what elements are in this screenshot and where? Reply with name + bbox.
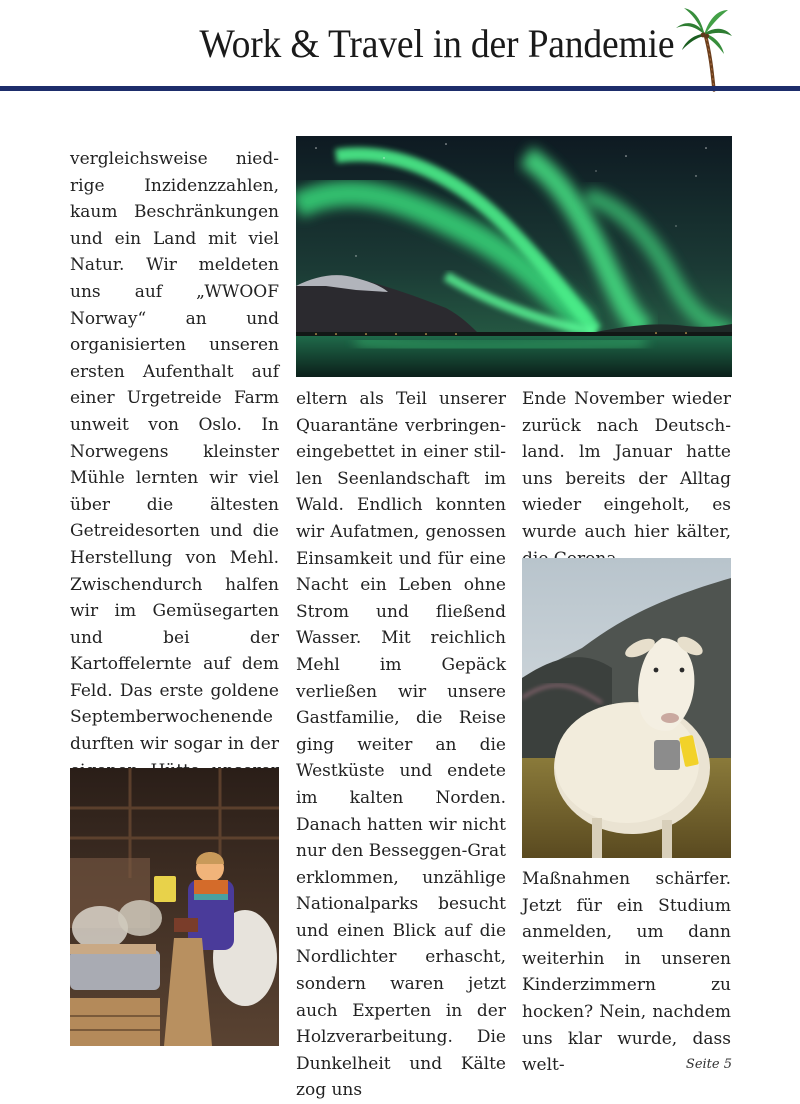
header-rule — [0, 86, 800, 91]
page-title: Work & Travel in der Pandemie — [198, 21, 674, 66]
mill-photo — [70, 768, 279, 1046]
page-number: Seite 5 — [685, 1057, 732, 1072]
page-header — [0, 0, 800, 95]
article-column-2: eltern als Teil unserer Quarantäne verbringen- eingebettet in einer stillen Seenlandschaft im Wald. Endlich konnten wir Aufatmen, genossen Einsamkeit und für eine Nacht ein Leben ohne Strom und fließend Wasser. Mit reichlich Mehl im Gepäck verließen wir unsere Gastfamilie, die Reise ging weiter an die Westküste und endete im kalten Norden. Danach hatten wir nicht nur den Besseggen-Grat erklommen, unzählige Nationalparks besucht und einen Blick auf die Nordlichter erhascht, sondern waren jetzt auch Experten in der Holzverarbeitung. Die Dunkelheit und Kälte zog uns — [296, 389, 506, 1101]
article-column-3-top: Ende November wieder zurück nach Deutschland. lm Januar hatte uns bereits der Alltag wieder eingeholt, es wurde auch hier kälter, — [522, 389, 731, 542]
article-column-1: vergleichsweise niedrige Inzidenzzahlen, kaum Beschränkungen und ein Land mit viel Natur. Wir meldeten uns auf „WWOOF Norway“ an und organisierten unseren ersten Aufenthalt auf einer Urgetreide Farm unweit von Oslo. In Norwegens kleinster Mühle lernten wir viel über die ältesten Getreidesorten und die Herstellung von Mehl. Zwischendurch halfen wir im Gemüsegarten und bei der Kartoffelernte auf dem Feld. Das erste goldene Septemberwochenende durften wir sogar in der — [70, 149, 279, 755]
sheep-photo — [522, 558, 731, 858]
aurora-photo — [296, 136, 732, 377]
palm-tree-icon — [672, 4, 734, 92]
article-column-3-bottom: Maßnahmen schärfer. Jetzt für ein Studium anmelden, um dann weiterhin in unseren Kinderzimmern zu hocken? Nein, nachdem uns klar wurde, dass welt- — [522, 869, 731, 1076]
